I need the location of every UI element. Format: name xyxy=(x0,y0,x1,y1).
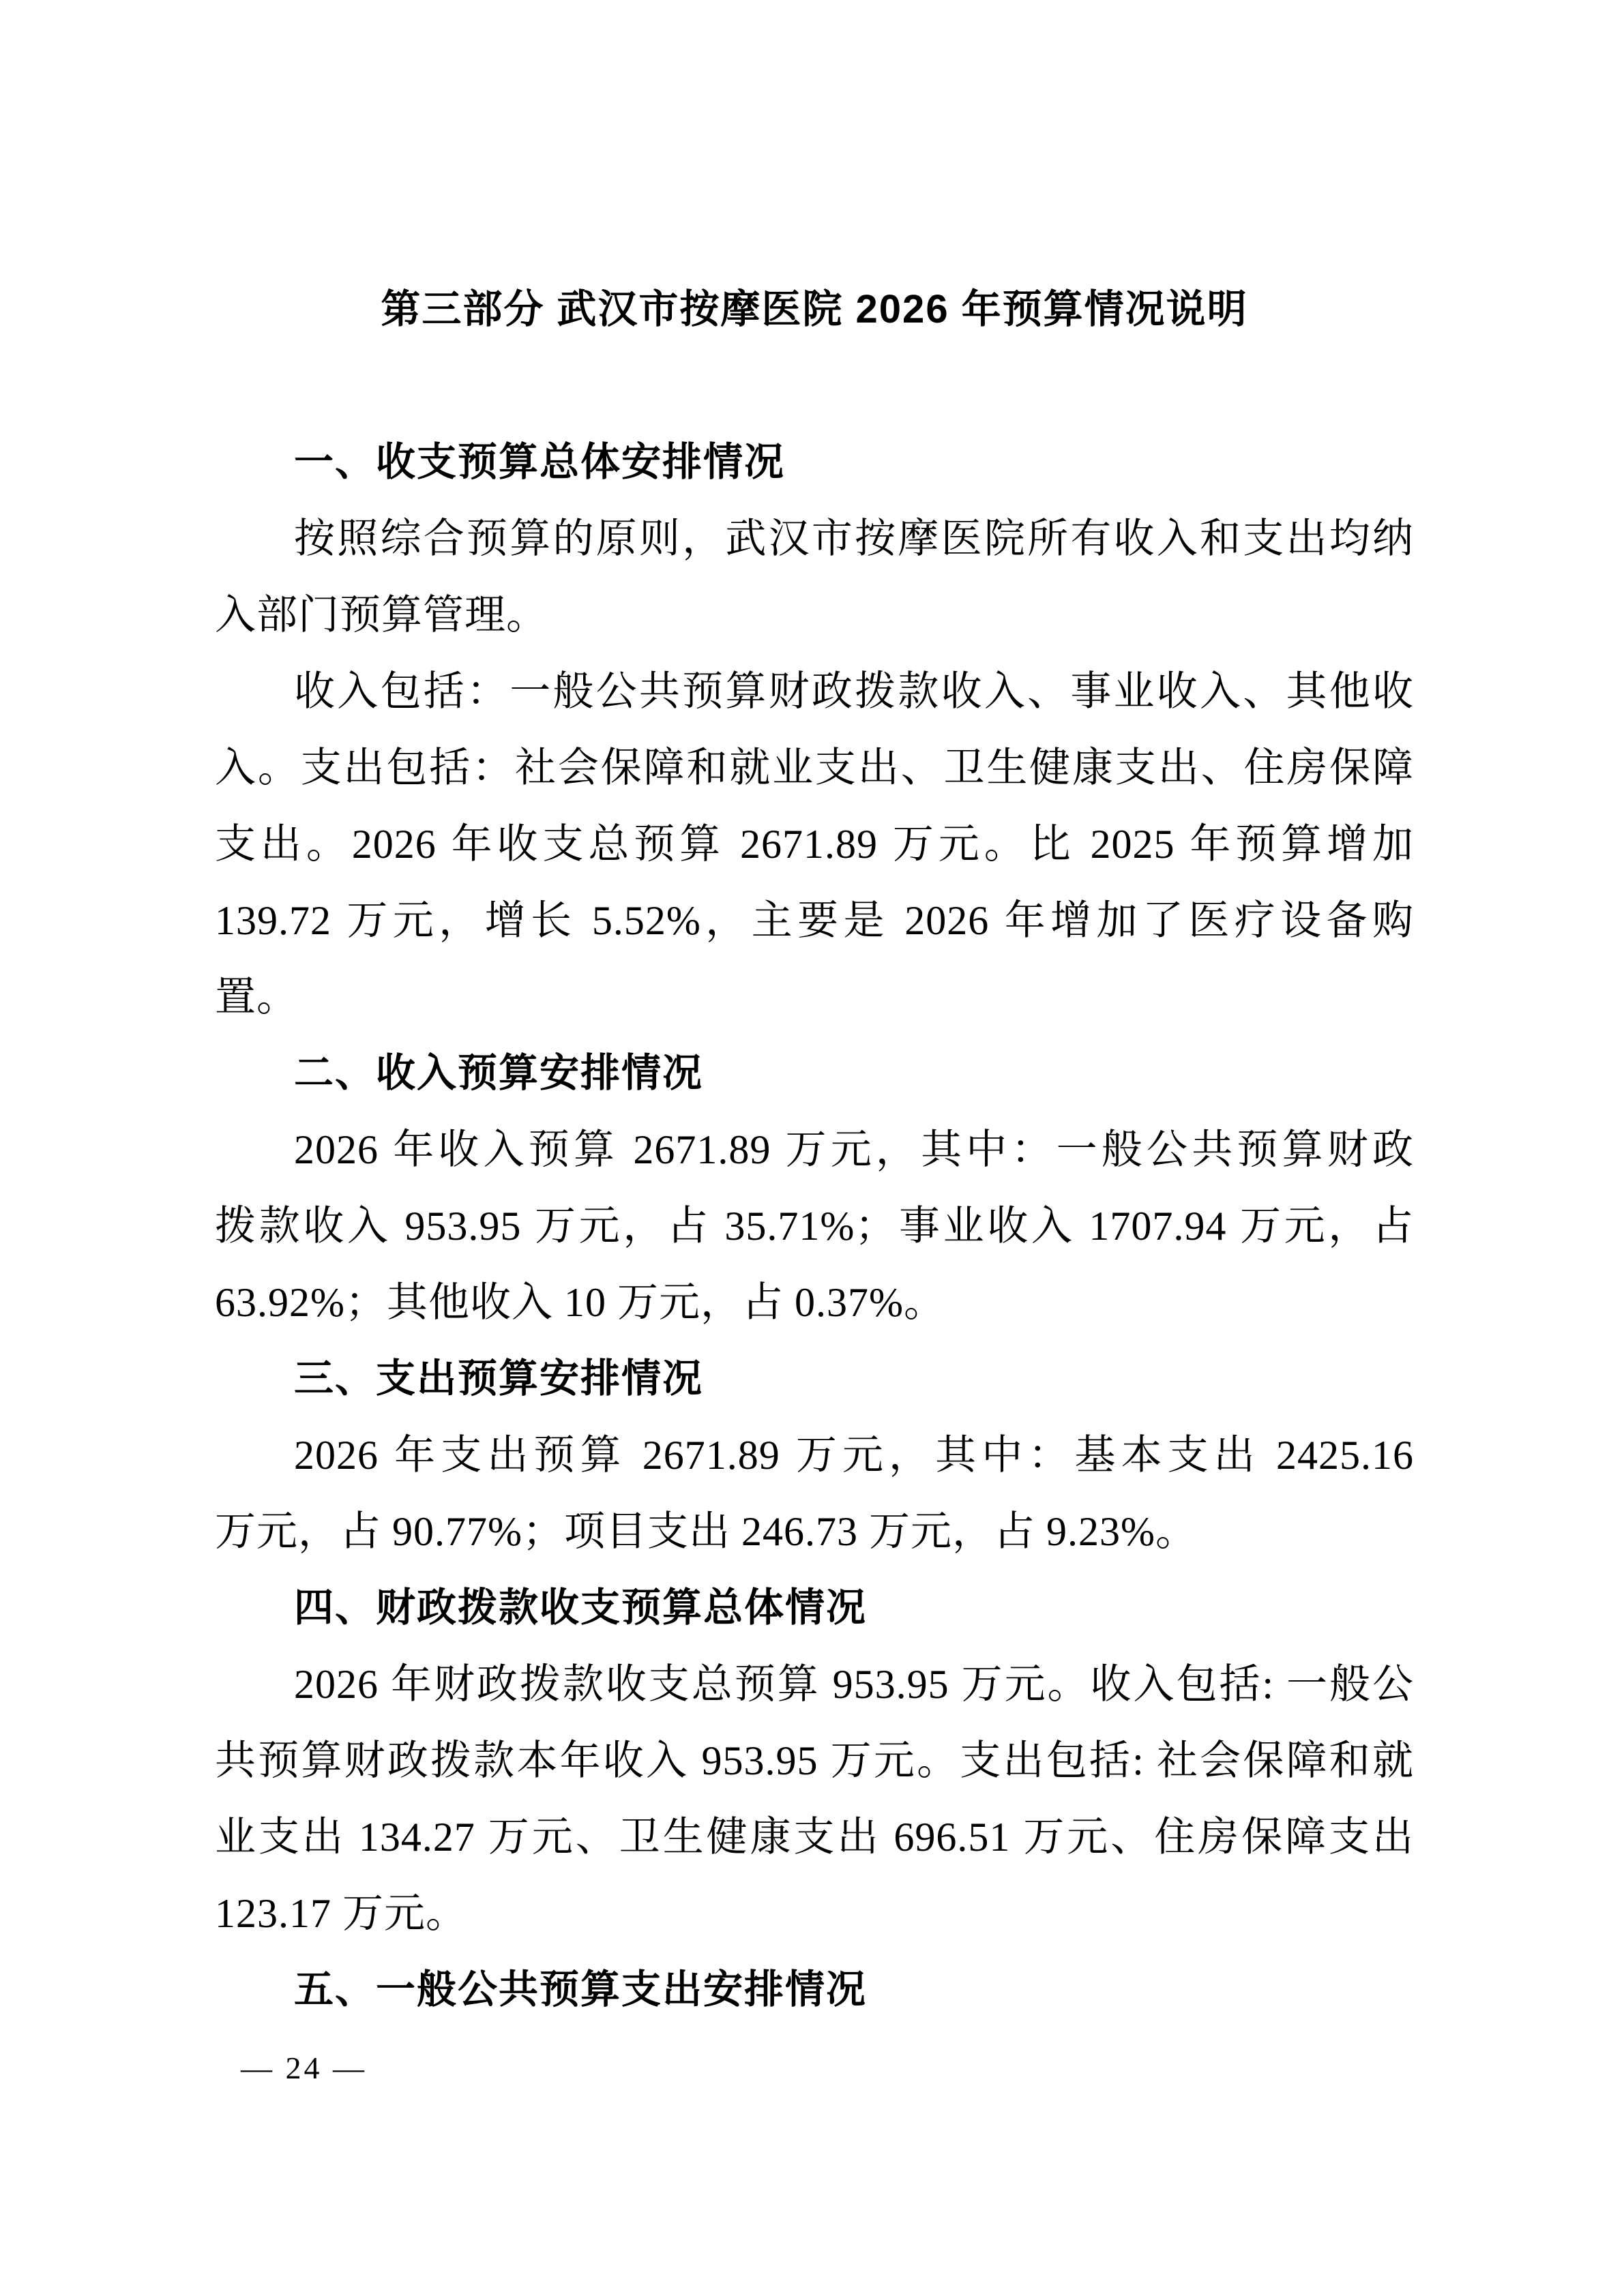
section-heading: 三、支出预算安排情况 xyxy=(294,1356,704,1401)
paragraph-line: 置。 xyxy=(215,974,298,1019)
document-body xyxy=(215,424,1414,2028)
paragraph-line: 63.92%；其他收入 10 万元，占 0.37%。 xyxy=(215,1280,945,1325)
paragraph-line: 拨款收入 953.95 万元，占 35.71%；事业收入 1707.94 万元，占 xyxy=(215,1204,1414,1249)
section-heading: 二、收入预算安排情况 xyxy=(294,1051,704,1095)
paragraph-line: 123.17 万元。 xyxy=(215,1891,467,1936)
paragraph-line: 2026 年收入预算 2671.89 万元，其中：一般公共预算财政 xyxy=(294,1127,1414,1172)
paragraph-line: 万元，占 90.77%；项目支出 246.73 万元，占 9.23%。 xyxy=(215,1509,1197,1554)
paragraph-line: 2026 年支出预算 2671.89 万元，其中：基本支出 2425.16 xyxy=(294,1433,1414,1478)
paragraph-line: 共预算财政拨款本年收入 953.95 万元。支出包括: 社会保障和就 xyxy=(215,1738,1414,1783)
paragraph-line: 收入包括：一般公共预算财政拨款收入、事业收入、其他收 xyxy=(294,669,1414,714)
page-number: — 24 — xyxy=(241,2051,367,2085)
section-heading: 五、一般公共预算支出安排情况 xyxy=(294,1967,868,2012)
paragraph-line: 139.72 万元，增长 5.52%，主要是 2026 年增加了医疗设备购 xyxy=(215,898,1414,943)
paragraph-line: 支出。2026 年收支总预算 2671.89 万元。比 2025 年预算增加 xyxy=(215,822,1414,867)
section-heading: 一、收支预算总体安排情况 xyxy=(294,440,786,484)
document-title: 第三部分 武汉市按摩医院 2026 年预算情况说明 xyxy=(381,287,1248,331)
paragraph-line: 业支出 134.27 万元、卫生健康支出 696.51 万元、住房保障支出 xyxy=(215,1815,1414,1860)
paragraph-line: 2026 年财政拨款收支总预算 953.95 万元。收入包括: 一般公 xyxy=(294,1662,1414,1707)
paragraph-line: 入部门预算管理。 xyxy=(215,593,548,638)
paragraph-line: 按照综合预算的原则，武汉市按摩医院所有收入和支出均纳 xyxy=(294,516,1414,561)
paragraph-line: 入。支出包括：社会保障和就业支出、卫生健康支出、住房保障 xyxy=(215,745,1414,790)
section-heading: 四、财政拨款收支预算总体情况 xyxy=(294,1585,868,1630)
